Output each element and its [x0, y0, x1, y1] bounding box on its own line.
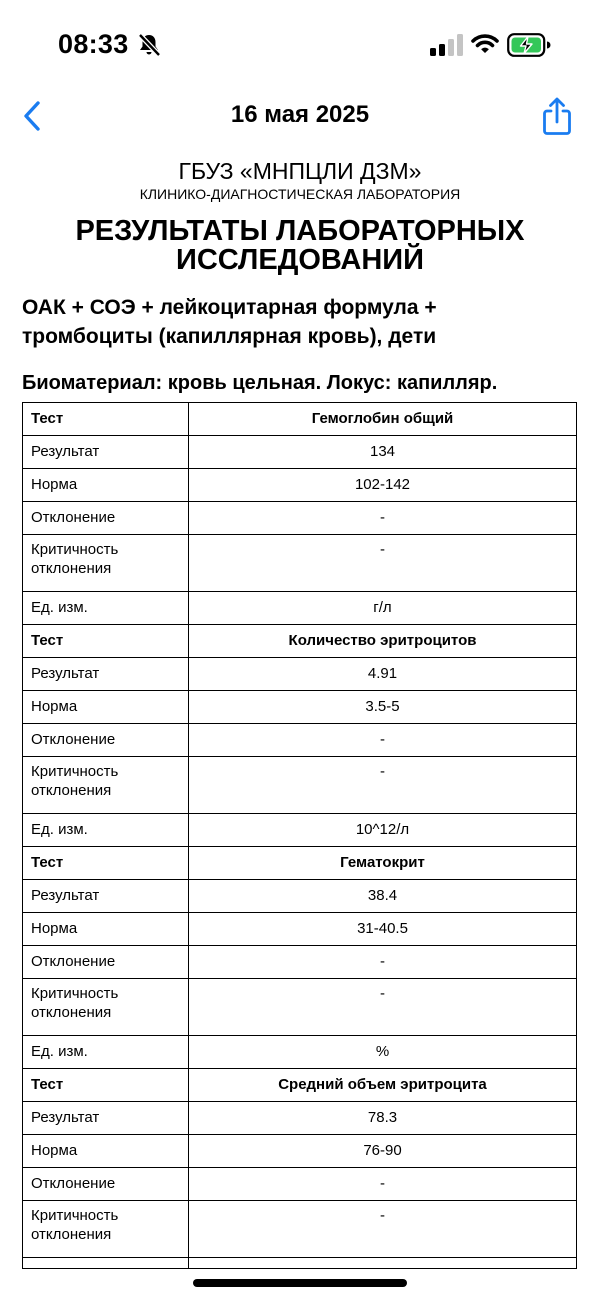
deviation-label: Отклонение	[23, 502, 189, 535]
result-value: 134	[189, 436, 577, 469]
norm-label: Норма	[23, 469, 189, 502]
table-row-norm	[23, 1135, 577, 1168]
unit-label: Ед. изм.	[23, 592, 189, 625]
cut-off-cell	[23, 1258, 189, 1269]
table-row-unit	[23, 814, 577, 847]
test-name: Средний объем эритроцита	[189, 1069, 577, 1102]
criticality-label-line: Критичность	[31, 541, 119, 558]
unit-label: Ед. изм.	[23, 814, 189, 847]
criticality-label-line: отклонения	[31, 1226, 112, 1243]
criticality-label-line: отклонения	[31, 560, 112, 577]
norm-value: 76-90	[189, 1135, 577, 1168]
document-title	[0, 217, 600, 275]
test-name: Количество эритроцитов	[189, 625, 577, 658]
status-time: 08:33	[58, 29, 129, 59]
norm-label: Норма	[23, 913, 189, 946]
criticality-value: -	[189, 979, 577, 1036]
table-row-test	[23, 625, 577, 658]
criticality-value: -	[189, 535, 577, 592]
criticality-label-line: Критичность	[31, 1207, 119, 1224]
unit-label: Ед. изм.	[23, 1036, 189, 1069]
result-label: Результат	[23, 1102, 189, 1135]
deviation-label: Отклонение	[23, 946, 189, 979]
signal-icon	[430, 34, 464, 56]
result-label: Результат	[23, 436, 189, 469]
table-row-test	[23, 847, 577, 880]
table-row-deviation	[23, 1168, 577, 1201]
test-label: Тест	[23, 1069, 189, 1102]
deviation-value: -	[189, 1168, 577, 1201]
table-row-test	[23, 403, 577, 436]
table-row-unit	[23, 1036, 577, 1069]
table-row-result	[23, 436, 577, 469]
test-panel-name	[22, 293, 578, 351]
unit-value: г/л	[189, 592, 577, 625]
bell-slash-icon	[136, 32, 162, 58]
criticality-label	[23, 979, 189, 1036]
nav-bar	[0, 90, 600, 144]
criticality-label-line: Критичность	[31, 985, 119, 1002]
status-bar	[0, 0, 600, 90]
table-row-cut-off	[23, 1258, 577, 1269]
table-row-criticality	[23, 535, 577, 592]
result-value: 38.4	[189, 880, 577, 913]
deviation-label: Отклонение	[23, 1168, 189, 1201]
norm-value: 102-142	[189, 469, 577, 502]
result-value: 78.3	[189, 1102, 577, 1135]
result-label: Результат	[23, 880, 189, 913]
result-label: Результат	[23, 658, 189, 691]
test-name: Гемоглобин общий	[189, 403, 577, 436]
test-label: Тест	[23, 847, 189, 880]
norm-label: Норма	[23, 691, 189, 724]
table-row-deviation	[23, 724, 577, 757]
criticality-value: -	[189, 757, 577, 814]
criticality-label	[23, 757, 189, 814]
test-panel-name-line: тромбоциты (капиллярная кровь), дети	[22, 325, 437, 348]
deviation-label: Отклонение	[23, 724, 189, 757]
table-row-norm	[23, 691, 577, 724]
results-table	[22, 402, 577, 1269]
org-name: ГБУЗ «МНПЦЛИ ДЗМ»	[178, 158, 422, 184]
home-indicator[interactable]	[193, 1279, 407, 1287]
document-title-line: РЕЗУЛЬТАТЫ ЛАБОРАТОРНЫХ	[75, 215, 525, 247]
table-row-norm	[23, 469, 577, 502]
criticality-label-line: Критичность	[31, 763, 119, 780]
table-row-norm	[23, 913, 577, 946]
battery-charging-icon	[507, 33, 551, 57]
nav-title: 16 мая 2025	[230, 101, 370, 128]
test-label: Тест	[23, 625, 189, 658]
lab-name: КЛИНИКО-ДИАГНОСТИЧЕСКАЯ ЛАБОРАТОРИЯ	[139, 186, 461, 202]
table-row-criticality	[23, 757, 577, 814]
norm-label: Норма	[23, 1135, 189, 1168]
table-row-test	[23, 1069, 577, 1102]
criticality-value: -	[189, 1201, 577, 1258]
test-name: Гематокрит	[189, 847, 577, 880]
table-row-deviation	[23, 502, 577, 535]
criticality-label-line: отклонения	[31, 1004, 112, 1021]
norm-value: 3.5-5	[189, 691, 577, 724]
test-panel-name-line: ОАК + СОЭ + лейкоцитарная формула +	[22, 296, 437, 319]
table-row-result	[23, 880, 577, 913]
cut-off-cell	[189, 1258, 577, 1269]
table-row-deviation	[23, 946, 577, 979]
table-row-unit	[23, 592, 577, 625]
criticality-label	[23, 1201, 189, 1258]
biomaterial: Биоматериал: кровь цельная. Локус: капилляр.	[22, 372, 498, 394]
result-value: 4.91	[189, 658, 577, 691]
deviation-value: -	[189, 502, 577, 535]
wifi-icon	[471, 33, 499, 55]
share-icon[interactable]	[540, 96, 574, 136]
deviation-value: -	[189, 946, 577, 979]
criticality-label-line: отклонения	[31, 782, 112, 799]
table-row-result	[23, 1102, 577, 1135]
table-row-criticality	[23, 1201, 577, 1258]
deviation-value: -	[189, 724, 577, 757]
norm-value: 31-40.5	[189, 913, 577, 946]
unit-value: %	[189, 1036, 577, 1069]
table-row-criticality	[23, 979, 577, 1036]
document-title-line: ИССЛЕДОВАНИЙ	[176, 244, 424, 276]
table-row-result	[23, 658, 577, 691]
unit-value: 10^12/л	[189, 814, 577, 847]
criticality-label	[23, 535, 189, 592]
document	[0, 150, 600, 395]
test-label: Тест	[23, 403, 189, 436]
